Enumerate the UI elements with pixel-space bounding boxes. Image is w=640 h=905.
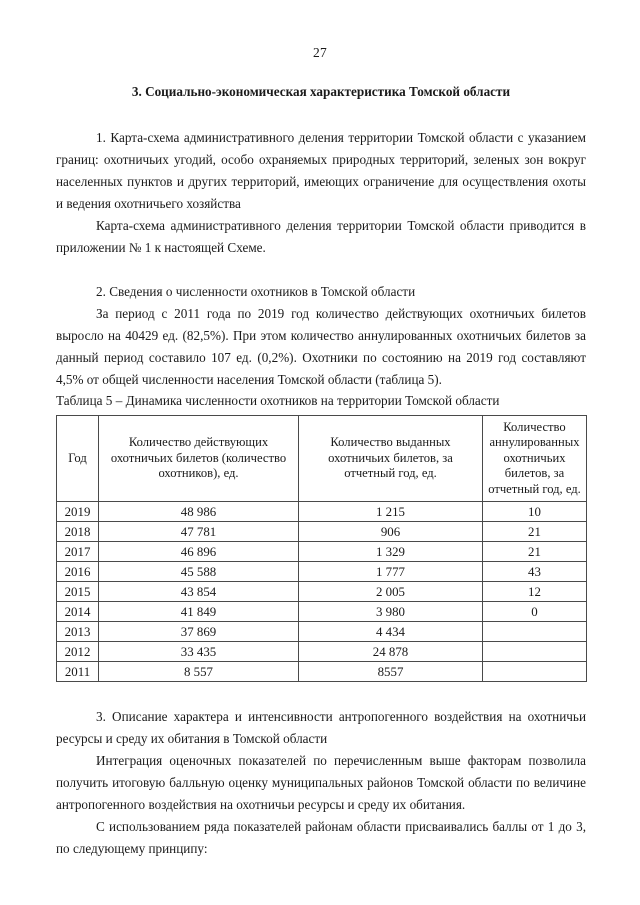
cell-issued: 1 329 <box>299 542 483 562</box>
table-header-row <box>57 415 587 502</box>
cell-issued: 1 777 <box>299 562 483 582</box>
cell-year: 2013 <box>57 622 99 642</box>
page-content <box>56 84 586 860</box>
paragraph-1: 1. Карта-схема административного деления территории Томской области с указанием границ: охотничьих угодий, особо охраняемых природных территорий, зеленых зон вокруг населенных пунктов и других территорий, имеющих ограничение для осуществления охоты и ведения охотничьего хозяйства <box>56 129 586 211</box>
table-row <box>57 622 587 642</box>
heading-section-3: 3. Описание характера и интенсивности антропогенного воздействия на охотничьи ресурсы и среду их обитания в Томской области <box>56 709 586 746</box>
table-row <box>57 502 587 522</box>
table-row <box>57 562 587 582</box>
page-number: 27 <box>312 45 328 60</box>
cell-issued: 3 980 <box>299 602 483 622</box>
section-title: 3. Социально-экономическая характеристика Томской области <box>131 84 511 99</box>
table-row <box>57 522 587 542</box>
heading-section-2: 2. Сведения о численности охотников в Томской области <box>96 283 416 299</box>
cell-issued: 8557 <box>299 662 483 682</box>
cell-issued: 1 215 <box>299 502 483 522</box>
cell-active: 41 849 <box>99 602 299 622</box>
cell-active: 48 986 <box>99 502 299 522</box>
column-header-annulled-licenses: Количество аннулированных охотничьих билетов, за отчетный год, ед. <box>483 415 587 502</box>
column-header-active-licenses: Количество действующих охотничьих билетов (количество охотников), ед. <box>99 415 299 502</box>
cell-issued: 906 <box>299 522 483 542</box>
cell-year: 2016 <box>57 562 99 582</box>
cell-active: 33 435 <box>99 642 299 662</box>
cell-issued: 4 434 <box>299 622 483 642</box>
table-row <box>57 642 587 662</box>
table-row <box>57 582 587 602</box>
cell-annulled: 43 <box>483 562 587 582</box>
cell-annulled: 0 <box>483 602 587 622</box>
cell-annulled <box>483 642 587 662</box>
cell-issued: 24 878 <box>299 642 483 662</box>
column-header-year: Год <box>57 415 99 502</box>
cell-year: 2012 <box>57 642 99 662</box>
cell-year: 2019 <box>57 502 99 522</box>
spacer <box>56 682 586 706</box>
cell-year: 2015 <box>57 582 99 602</box>
cell-year: 2017 <box>57 542 99 562</box>
table-body <box>57 502 587 682</box>
cell-active: 46 896 <box>99 542 299 562</box>
paragraph-3: За период с 2011 года по 2019 год количество действующих охотничьих билетов выросло на 40429 ед. (82,5%). При этом количество аннулированных охотничьих билетов за данный период составило 107 ед. (0,2%). Охотники по состоянию на 2019 год составляют 4,5% от общей численности населения Томской области (таблица 5). <box>56 305 586 387</box>
cell-annulled: 21 <box>483 522 587 542</box>
table-head <box>57 415 587 502</box>
cell-active: 45 588 <box>99 562 299 582</box>
cell-issued: 2 005 <box>299 582 483 602</box>
hunters-statistics-table <box>56 415 587 683</box>
cell-year: 2014 <box>57 602 99 622</box>
table-row <box>57 602 587 622</box>
cell-active: 8 557 <box>99 662 299 682</box>
cell-year: 2011 <box>57 662 99 682</box>
table-row <box>57 662 587 682</box>
cell-annulled <box>483 622 587 642</box>
cell-annulled: 10 <box>483 502 587 522</box>
table-caption: Таблица 5 – Динамика численности охотников на территории Томской области <box>56 392 500 408</box>
cell-annulled <box>483 662 587 682</box>
cell-active: 47 781 <box>99 522 299 542</box>
column-header-issued-licenses: Количество выданных охотничьих билетов, за отчетный год, ед. <box>299 415 483 502</box>
table-row <box>57 542 587 562</box>
paragraph-4: Интеграция оценочных показателей по перечисленным выше факторам позволила получить итоговую балльную оценку муниципальных районов Томской области по величине антропогенного воздействия на охотничьи ресурсы и среду их обитания. <box>56 753 586 812</box>
spacer <box>56 259 586 281</box>
paragraph-5: С использованием ряда показателей районам области присваивались баллы от 1 до 3, по следующему принципу: <box>56 819 586 856</box>
cell-active: 37 869 <box>99 622 299 642</box>
paragraph-2: Карта-схема административного деления территории Томской области приводится в приложении № 1 к настоящей Схеме. <box>56 217 586 255</box>
cell-year: 2018 <box>57 522 99 542</box>
cell-annulled: 21 <box>483 542 587 562</box>
cell-active: 43 854 <box>99 582 299 602</box>
cell-annulled: 12 <box>483 582 587 602</box>
